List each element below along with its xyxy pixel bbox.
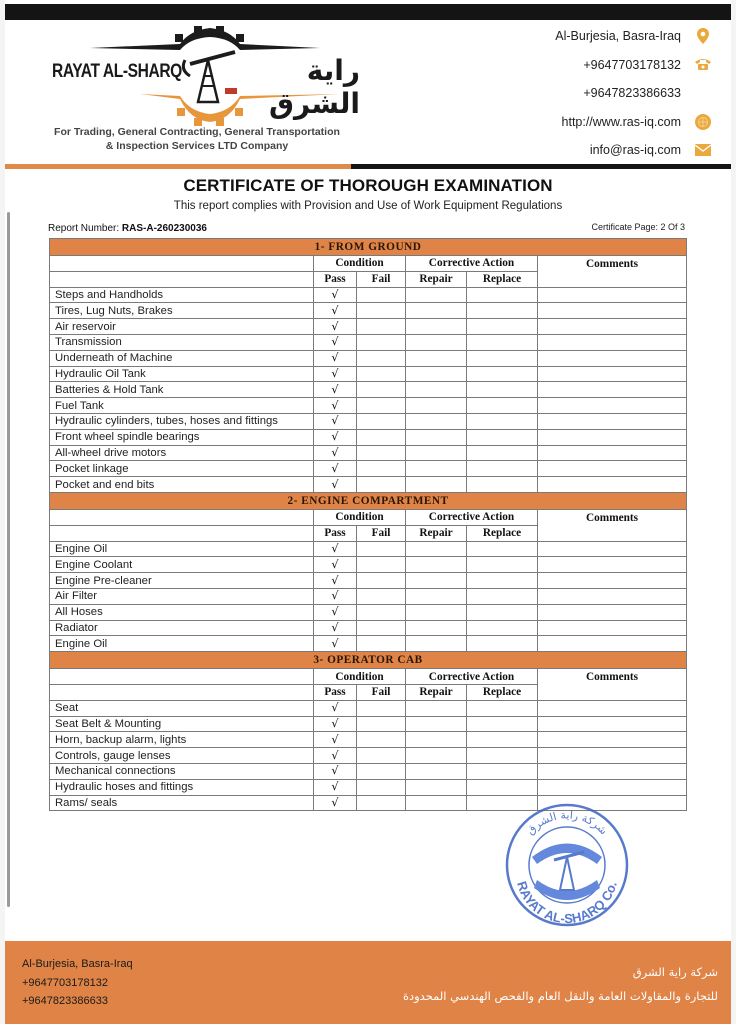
- replace-header: Replace: [467, 525, 538, 541]
- inspection-item: Pocket and end bits: [50, 477, 314, 493]
- inspection-item: Air reservoir: [50, 319, 314, 335]
- corrective-action-header: Corrective Action: [406, 256, 538, 272]
- comments-cell: [538, 588, 687, 604]
- comments-cell: [538, 604, 687, 620]
- fail-cell: [357, 763, 406, 779]
- scrollbar[interactable]: [7, 212, 10, 907]
- inspection-item: Engine Oil: [50, 541, 314, 557]
- pass-check-icon: √: [314, 461, 357, 477]
- certificate-page-indicator: Certificate Page: 2 Of 3: [591, 222, 685, 232]
- replace-cell: [467, 350, 538, 366]
- header-top-bar: [5, 4, 731, 20]
- pass-check-icon: √: [314, 413, 357, 429]
- column-group-header-row: [50, 509, 687, 525]
- repair-cell: [406, 795, 467, 811]
- contact-phone-2: [461, 79, 711, 108]
- header-divider-orange: [5, 164, 351, 169]
- repair-cell: [406, 366, 467, 382]
- pass-check-icon: √: [314, 350, 357, 366]
- fail-cell: [357, 287, 406, 303]
- table-row: [50, 319, 687, 335]
- fail-cell: [357, 398, 406, 414]
- inspection-item: Seat Belt & Mounting: [50, 716, 314, 732]
- repair-cell: [406, 303, 467, 319]
- fail-header: Fail: [357, 271, 406, 287]
- inspection-item: All Hoses: [50, 604, 314, 620]
- replace-cell: [467, 573, 538, 589]
- repair-cell: [406, 334, 467, 350]
- inspection-item: Air Filter: [50, 588, 314, 604]
- contact-email: [461, 136, 711, 165]
- pass-check-icon: √: [314, 382, 357, 398]
- repair-cell: [406, 557, 467, 573]
- tagline-line-2: & Inspection Services LTD Company: [105, 140, 289, 152]
- inspection-item: Engine Oil: [50, 636, 314, 652]
- svg-text:شركة راية الشرق: شركة راية الشرق: [523, 808, 611, 838]
- item-header-blank: [50, 271, 314, 287]
- pass-check-icon: √: [314, 700, 357, 716]
- replace-cell: [467, 382, 538, 398]
- pass-check-icon: √: [314, 748, 357, 764]
- pass-header: Pass: [314, 525, 357, 541]
- fail-cell: [357, 604, 406, 620]
- pass-check-icon: √: [314, 588, 357, 604]
- column-group-header-row: [50, 256, 687, 272]
- pass-check-icon: √: [314, 763, 357, 779]
- pass-check-icon: √: [314, 429, 357, 445]
- comments-cell: [538, 573, 687, 589]
- repair-cell: [406, 382, 467, 398]
- repair-cell: [406, 636, 467, 652]
- repair-cell: [406, 541, 467, 557]
- corrective-action-header: Corrective Action: [406, 669, 538, 685]
- pass-check-icon: √: [314, 732, 357, 748]
- comments-cell: [538, 461, 687, 477]
- repair-header: Repair: [406, 271, 467, 287]
- comments-cell: [538, 398, 687, 414]
- table-row: [50, 604, 687, 620]
- inspection-item: Tires, Lug Nuts, Brakes: [50, 303, 314, 319]
- table-row: [50, 287, 687, 303]
- inspection-item: Fuel Tank: [50, 398, 314, 414]
- comments-cell: [538, 319, 687, 335]
- inspection-item: Pocket linkage: [50, 461, 314, 477]
- pass-check-icon: √: [314, 398, 357, 414]
- section-header-row: [50, 239, 687, 256]
- inspection-item: Horn, backup alarm, lights: [50, 732, 314, 748]
- inspection-item: Seat: [50, 700, 314, 716]
- replace-cell: [467, 461, 538, 477]
- section-header-row: [50, 492, 687, 509]
- footer-arabic-line-1: شركة راية الشرق: [632, 965, 718, 979]
- inspection-item: Controls, gauge lenses: [50, 748, 314, 764]
- replace-cell: [467, 429, 538, 445]
- pass-check-icon: √: [314, 334, 357, 350]
- fail-cell: [357, 477, 406, 493]
- fail-cell: [357, 303, 406, 319]
- table-row: [50, 350, 687, 366]
- company-tagline: [42, 125, 352, 153]
- replace-cell: [467, 413, 538, 429]
- comments-cell: [538, 763, 687, 779]
- replace-cell: [467, 779, 538, 795]
- table-row: [50, 303, 687, 319]
- replace-cell: [467, 445, 538, 461]
- table-row: [50, 429, 687, 445]
- fail-cell: [357, 700, 406, 716]
- replace-cell: [467, 700, 538, 716]
- item-header-blank: [50, 525, 314, 541]
- comments-cell: [538, 620, 687, 636]
- contact-website-link[interactable]: http://www.ras-iq.com: [561, 114, 681, 129]
- comments-cell: [538, 382, 687, 398]
- comments-cell: [538, 287, 687, 303]
- report-number: [48, 223, 207, 234]
- inspection-item: Hydraulic hoses and fittings: [50, 779, 314, 795]
- fail-cell: [357, 413, 406, 429]
- fail-header: Fail: [357, 525, 406, 541]
- footer-address: Al-Burjesia, Basra-Iraq: [22, 958, 133, 970]
- comments-cell: [538, 366, 687, 382]
- table-row: [50, 541, 687, 557]
- document-title: CERTIFICATE OF THOROUGH EXAMINATION: [183, 176, 553, 195]
- replace-cell: [467, 541, 538, 557]
- replace-cell: [467, 319, 538, 335]
- inspection-item: All-wheel drive motors: [50, 445, 314, 461]
- inspection-item: Front wheel spindle bearings: [50, 429, 314, 445]
- section-title: 1- FROM GROUND: [50, 239, 687, 256]
- contact-phone-1: [461, 51, 711, 80]
- page-footer: [5, 941, 731, 1024]
- examination-table: [49, 238, 687, 811]
- comments-cell: [538, 429, 687, 445]
- repair-cell: [406, 779, 467, 795]
- comments-cell: [538, 748, 687, 764]
- item-header-blank: [50, 256, 314, 272]
- footer-phone-2[interactable]: +9647823386633: [22, 995, 108, 1007]
- replace-cell: [467, 287, 538, 303]
- comments-header: Comments: [538, 669, 687, 701]
- fail-cell: [357, 779, 406, 795]
- repair-header: Repair: [406, 684, 467, 700]
- comments-cell: [538, 303, 687, 319]
- table-row: [50, 461, 687, 477]
- inspection-item: Mechanical connections: [50, 763, 314, 779]
- repair-cell: [406, 477, 467, 493]
- comments-cell: [538, 477, 687, 493]
- pass-check-icon: √: [314, 477, 357, 493]
- inspection-item: Engine Pre-cleaner: [50, 573, 314, 589]
- replace-header: Replace: [467, 684, 538, 700]
- condition-header: Condition: [314, 669, 406, 685]
- repair-cell: [406, 604, 467, 620]
- fail-cell: [357, 795, 406, 811]
- contact-email-link[interactable]: info@ras-iq.com: [589, 143, 681, 158]
- fail-cell: [357, 573, 406, 589]
- section-title: 2- ENGINE COMPARTMENT: [50, 492, 687, 509]
- repair-cell: [406, 763, 467, 779]
- pass-check-icon: √: [314, 716, 357, 732]
- repair-cell: [406, 588, 467, 604]
- replace-cell: [467, 303, 538, 319]
- contact-phone-2-text[interactable]: +9647823386633: [583, 86, 681, 101]
- table-row: [50, 557, 687, 573]
- replace-cell: [467, 334, 538, 350]
- contact-address: [461, 22, 711, 51]
- inspection-item: Batteries & Hold Tank: [50, 382, 314, 398]
- repair-cell: [406, 716, 467, 732]
- fail-cell: [357, 429, 406, 445]
- replace-cell: [467, 477, 538, 493]
- table-row: [50, 732, 687, 748]
- inspection-item: Transmission: [50, 334, 314, 350]
- fail-cell: [357, 461, 406, 477]
- globe-icon: [695, 114, 711, 130]
- fail-cell: [357, 445, 406, 461]
- repair-cell: [406, 620, 467, 636]
- table-row: [50, 573, 687, 589]
- inspection-item: Radiator: [50, 620, 314, 636]
- comments-cell: [538, 557, 687, 573]
- replace-cell: [467, 588, 538, 604]
- header-divider-black: [351, 164, 731, 169]
- table-row: [50, 636, 687, 652]
- comments-header: Comments: [538, 509, 687, 541]
- condition-header: Condition: [314, 509, 406, 525]
- comments-header: Comments: [538, 256, 687, 288]
- pass-check-icon: √: [314, 541, 357, 557]
- location-pin-icon: [695, 28, 711, 44]
- pass-check-icon: √: [314, 445, 357, 461]
- replace-cell: [467, 748, 538, 764]
- fail-cell: [357, 366, 406, 382]
- pass-check-icon: √: [314, 287, 357, 303]
- fail-cell: [357, 716, 406, 732]
- inspection-item: Hydraulic Oil Tank: [50, 366, 314, 382]
- pass-check-icon: √: [314, 795, 357, 811]
- contact-address-text: Al-Burjesia, Basra-Iraq: [555, 29, 681, 44]
- pass-check-icon: √: [314, 319, 357, 335]
- pass-check-icon: √: [314, 636, 357, 652]
- repair-cell: [406, 748, 467, 764]
- replace-cell: [467, 716, 538, 732]
- section-title: 3- OPERATOR CAB: [50, 652, 687, 669]
- inspection-item: Underneath of Machine: [50, 350, 314, 366]
- report-number-label: Report Number:: [48, 223, 120, 234]
- pass-check-icon: √: [314, 604, 357, 620]
- item-header-blank: [50, 684, 314, 700]
- comments-cell: [538, 716, 687, 732]
- stamp-seal-icon: [502, 802, 632, 928]
- section-header-row: [50, 652, 687, 669]
- table-row: [50, 398, 687, 414]
- comments-cell: [538, 334, 687, 350]
- repair-header: Repair: [406, 525, 467, 541]
- inspection-item: Hydraulic cylinders, tubes, hoses and fittings: [50, 413, 314, 429]
- repair-cell: [406, 429, 467, 445]
- pass-check-icon: √: [314, 620, 357, 636]
- comments-cell: [538, 445, 687, 461]
- telephone-icon: [695, 57, 711, 73]
- repair-cell: [406, 319, 467, 335]
- svg-text:RAYAT AL-SHARQ Co.: RAYAT AL-SHARQ Co.: [514, 879, 620, 927]
- footer-arabic-company-name: [403, 960, 718, 1008]
- repair-cell: [406, 445, 467, 461]
- column-group-header-row: [50, 669, 687, 685]
- corrective-action-header: Corrective Action: [406, 509, 538, 525]
- report-number-value: RAS-A-260230036: [121, 223, 207, 234]
- table-row: [50, 477, 687, 493]
- repair-cell: [406, 398, 467, 414]
- brand-name-arabic: راية الشرق: [268, 54, 360, 120]
- contact-website: [461, 108, 711, 137]
- header-contact-block: [461, 22, 711, 165]
- repair-cell: [406, 700, 467, 716]
- fail-cell: [357, 541, 406, 557]
- fail-cell: [357, 636, 406, 652]
- repair-cell: [406, 732, 467, 748]
- tagline-line-1: For Trading, General Contracting, General Transportation: [54, 126, 340, 138]
- table-row: [50, 620, 687, 636]
- brand-name-english: RAYAT AL-SHARQ: [52, 61, 182, 82]
- table-row: [50, 588, 687, 604]
- repair-cell: [406, 350, 467, 366]
- replace-cell: [467, 398, 538, 414]
- table-row: [50, 334, 687, 350]
- comments-cell: [538, 779, 687, 795]
- fail-cell: [357, 319, 406, 335]
- table-row: [50, 382, 687, 398]
- comments-cell: [538, 541, 687, 557]
- fail-cell: [357, 350, 406, 366]
- envelope-icon: [695, 142, 711, 158]
- table-row: [50, 700, 687, 716]
- inspection-item: Steps and Handholds: [50, 287, 314, 303]
- condition-header: Condition: [314, 256, 406, 272]
- table-row: [50, 366, 687, 382]
- table-row: [50, 413, 687, 429]
- comments-cell: [538, 700, 687, 716]
- comments-cell: [538, 350, 687, 366]
- repair-cell: [406, 413, 467, 429]
- footer-arabic-line-2: للتجارة والمقاولات العامة والنقل العام والفحص الهندسي المحدودة: [402, 989, 718, 1003]
- company-stamp: [502, 802, 632, 928]
- replace-cell: [467, 763, 538, 779]
- item-header-blank: [50, 669, 314, 685]
- replace-header: Replace: [467, 271, 538, 287]
- fail-cell: [357, 620, 406, 636]
- pass-header: Pass: [314, 271, 357, 287]
- pass-header: Pass: [314, 684, 357, 700]
- replace-cell: [467, 557, 538, 573]
- repair-cell: [406, 573, 467, 589]
- comments-cell: [538, 636, 687, 652]
- fail-header: Fail: [357, 684, 406, 700]
- footer-phone-1[interactable]: +9647703178132: [22, 976, 108, 989]
- fail-cell: [357, 334, 406, 350]
- table-row: [50, 716, 687, 732]
- table-row: [50, 748, 687, 764]
- table-row: [50, 445, 687, 461]
- fail-cell: [357, 382, 406, 398]
- replace-cell: [467, 604, 538, 620]
- fail-cell: [357, 557, 406, 573]
- table-row: [50, 779, 687, 795]
- fail-cell: [357, 588, 406, 604]
- pass-check-icon: √: [314, 779, 357, 795]
- replace-cell: [467, 636, 538, 652]
- fail-cell: [357, 748, 406, 764]
- pass-check-icon: √: [314, 366, 357, 382]
- pass-check-icon: √: [314, 303, 357, 319]
- document-subtitle: This report complies with Provision and Use of Work Equipment Regulations: [173, 200, 563, 212]
- inspection-item: Engine Coolant: [50, 557, 314, 573]
- fail-cell: [357, 732, 406, 748]
- footer-contact: [22, 955, 133, 1011]
- contact-phone-1-text[interactable]: +9647703178132: [583, 57, 681, 72]
- repair-cell: [406, 461, 467, 477]
- replace-cell: [467, 732, 538, 748]
- pass-check-icon: √: [314, 573, 357, 589]
- comments-cell: [538, 732, 687, 748]
- replace-cell: [467, 620, 538, 636]
- inspection-item: Rams/ seals: [50, 795, 314, 811]
- repair-cell: [406, 287, 467, 303]
- comments-cell: [538, 413, 687, 429]
- replace-cell: [467, 366, 538, 382]
- item-header-blank: [50, 509, 314, 525]
- table-row: [50, 763, 687, 779]
- pass-check-icon: √: [314, 557, 357, 573]
